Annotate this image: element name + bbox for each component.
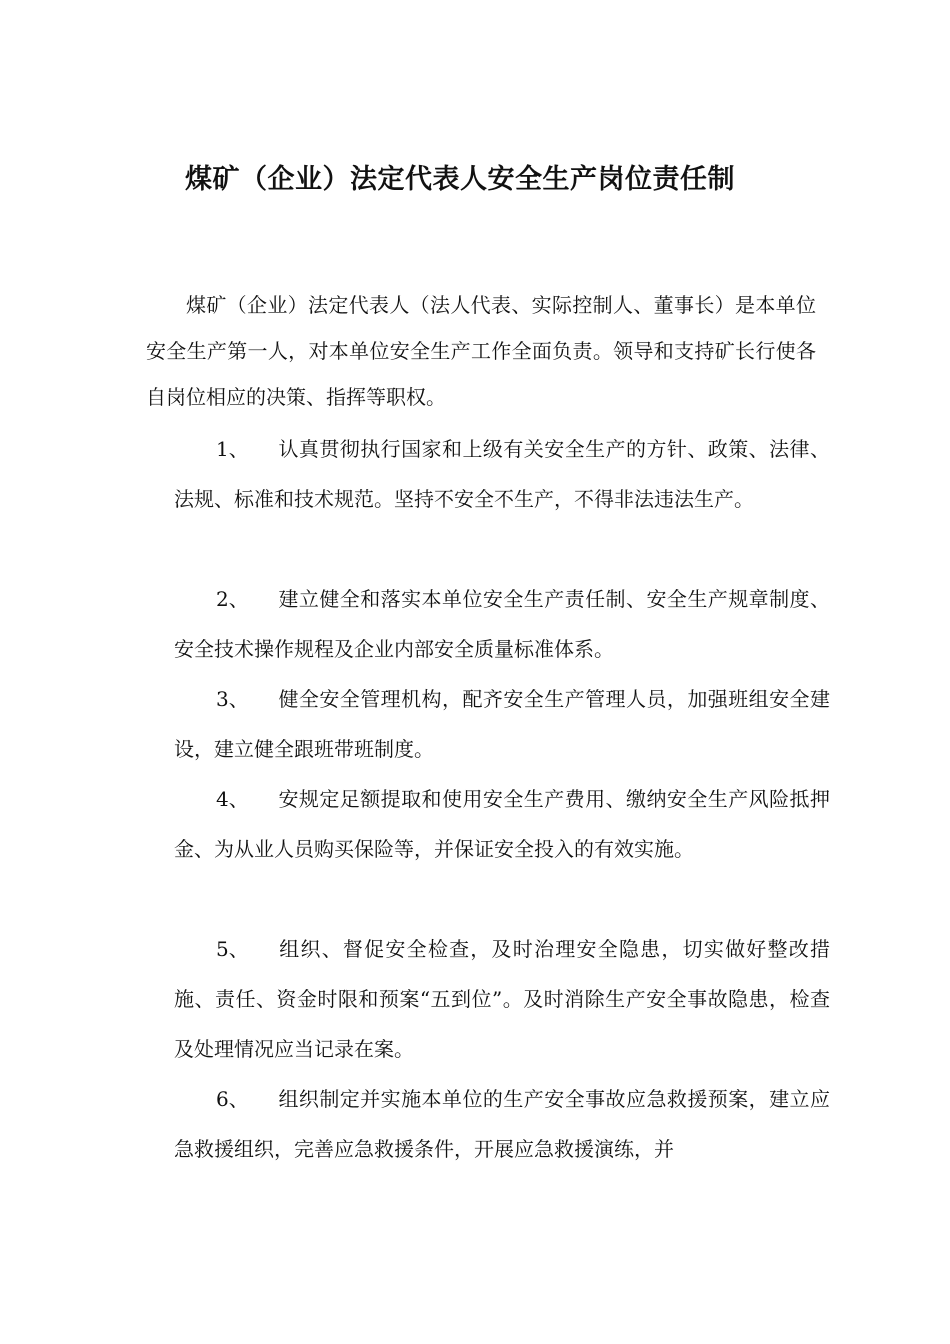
item-number: 3、 — [216, 687, 249, 711]
list-item — [174, 424, 830, 524]
item-number: 2、 — [216, 587, 249, 611]
item-text: 组织制定并实施本单位的生产安全事故应急救援预案，建立应急救援组织，完善应急救援条件，开展应急救援演练，并 — [174, 1087, 830, 1161]
item-text: 认真贯彻执行国家和上级有关安全生产的方针、政策、法律、法规、标准和技术规范。坚持不安全不生产，不得非法违法生产。 — [174, 437, 830, 511]
list-item — [174, 674, 830, 774]
item-text: 健全安全管理机构，配齐安全生产管理人员，加强班组安全建设，建立健全跟班带班制度。 — [174, 687, 830, 761]
list-item — [174, 1074, 830, 1174]
item-text: 建立健全和落实本单位安全生产责任制、安全生产规章制度、安全技术操作规程及企业内部安全质量标准体系。 — [174, 587, 830, 661]
item-number: 1、 — [216, 437, 249, 461]
list-item — [174, 574, 830, 674]
item-text: 组织、督促安全检查，及时治理安全隐患，切实做好整改措施、责任、资金时限和预案“五到位”。及时消除生产安全事故隐患，检查及处理情况应当记录在案。 — [174, 937, 830, 1061]
intro-paragraph: 煤矿（企业）法定代表人（法人代表、实际控制人、董事长）是本单位安全生产第一人，对本单位安全生产工作全面负责。领导和支持矿长行使各自岗位相应的决策、指挥等职权。 — [146, 293, 816, 409]
item-number: 5、 — [216, 937, 249, 961]
list-item — [174, 774, 830, 874]
document-title: 煤矿（企业）法定代表人安全生产岗位责任制 — [185, 164, 735, 195]
item-number: 6、 — [216, 1087, 249, 1111]
item-number: 4、 — [216, 787, 249, 811]
list-item — [174, 924, 830, 1074]
item-text: 安规定足额提取和使用安全生产费用、缴纳安全生产风险抵押金、为从业人员购买保险等，并保证安全投入的有效实施。 — [174, 787, 830, 861]
